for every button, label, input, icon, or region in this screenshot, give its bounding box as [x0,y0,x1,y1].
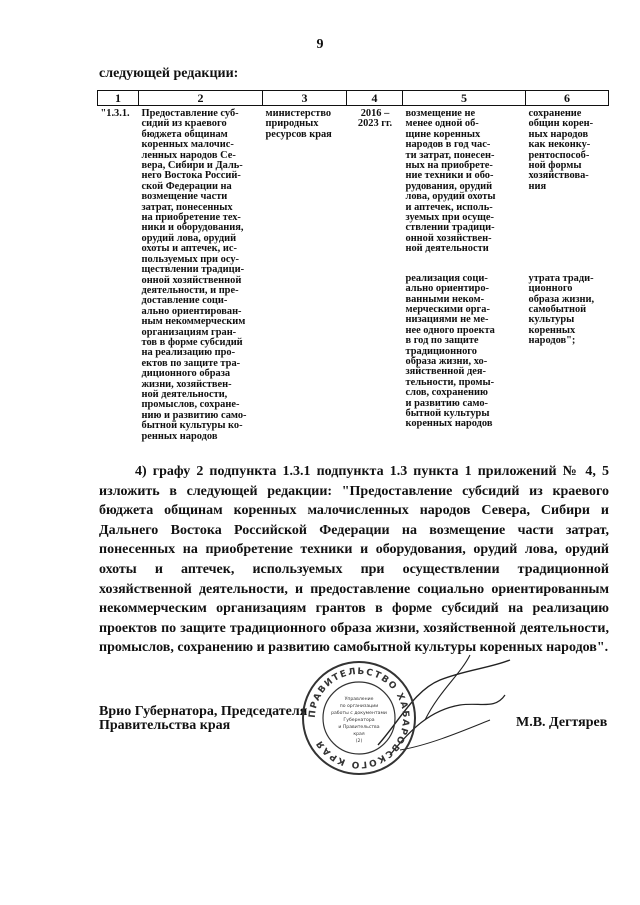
official-stamp [299,658,419,778]
svg-text:и Правительства: и Правительства [338,725,380,730]
stamp-ring-text: ПРАВИТЕЛЬСТВО ХАБАРОВСКОГО КРАЯ [307,666,411,770]
svg-text:Управление: Управление [344,697,374,702]
table-row [98,106,609,266]
executor-cell: министерство природных ресурсов края [265,108,332,140]
svg-text:края: края [353,732,365,737]
page-number: 9 [316,37,324,52]
amendment-paragraph-text: 4) графу 2 подпункта 1.3.1 подпункта 1.3 пункта 1 приложений № 4, 5 изложить в следующей редакции: "Предоставление субсидий из краевого бюджета общинам коренных малочисленных народов Севера, Сибири и Дальнего Востока Российской Федерации на возмещение части затрат, понесенных на приобретение техники и оборудования, орудий лова, орудий охоты и аптечек, используемых при осуществлении традиционной хозяйственной деятельности, и предоставление социально ориентированным некоммерческим организациям грантов в форме субсидий на реализацию проектов по защите традиционного образа жизни, хозяйственной деятельности, промыслов, сохранению и развитию самобытной культуры коренных народов". [99,464,609,656]
signatory-name: М.В. Дегтярев [516,715,608,730]
table-header-row [98,91,609,106]
result-cell: реализация соци- ально ориентиро- ванными неком- мерческими орга- низациями не ме- нее одного проекта в год по защите традиционного образа жизни, хо- зяйственной дея- тельности, промы- слов, сохранению и развитию само- бытной культуры коренных народов [405,272,495,430]
svg-text:по организации: по организации [339,704,379,709]
column-header: 6 [526,91,609,106]
svg-text:работы с документами: работы с документами [331,711,387,716]
result-cell: возмещение не менее одной об- щине коренных народов в год час- ти затрат, понесен- ных на приобрете- ние техники и обо- рудования, орудий лова, орудий охоты и аптечек, исполь- зуемых при осуще- ствлении традици- онной хозяйствен- ной деятельности [405,108,496,255]
intro-text: следующей редакции: [99,66,239,81]
item-number-cell: "1.3.1. [100,108,130,119]
svg-text:Губернатора: Губернатора [343,718,375,723]
period-cell: 2016 – 2023 гг. [357,108,393,130]
column-header: 3 [263,91,347,106]
column-header: 1 [98,91,139,106]
svg-text:(2): (2) [355,739,363,744]
effect-cell: сохранение общин корен- ных народов как неконку- рентоспособ- ной формы хозяйствова- ния [528,108,594,192]
column-header: 2 [139,91,263,106]
column-header: 4 [347,91,403,106]
column-header: 5 [403,91,526,106]
effect-cell: утрата тради- ционного образа жизни, самобытной культуры коренных народов"; [528,272,595,347]
signatory-title: Врио Губернатора, Председателя Правительства края [99,704,308,733]
programme-table [97,90,609,442]
amendment-paragraph [99,462,609,658]
description-cell: Предоставление суб- сидий из краевого бюджета общинам коренных малочис- ленных народов Се- вера, Сибири и Даль- него Востока Россий- ской Федерации на возмещение части затрат, понесенных на приобретение тех- ники и оборудования, орудий лова, орудий охоты и аптечек, ис- пользуемых при осу- ществлении традици- онной хозяйственной деятельности, и пре- доставление соци- ально ориентирован- ным некоммерческим организациям гран- тов в форме субсидий на реализацию про- ектов по защите тра- диционного образа жизни, хозяйствен- ной деятельности, промыслов, сохране- нию и развитию само- бытной культуры ко- ренных народов [141,108,247,442]
